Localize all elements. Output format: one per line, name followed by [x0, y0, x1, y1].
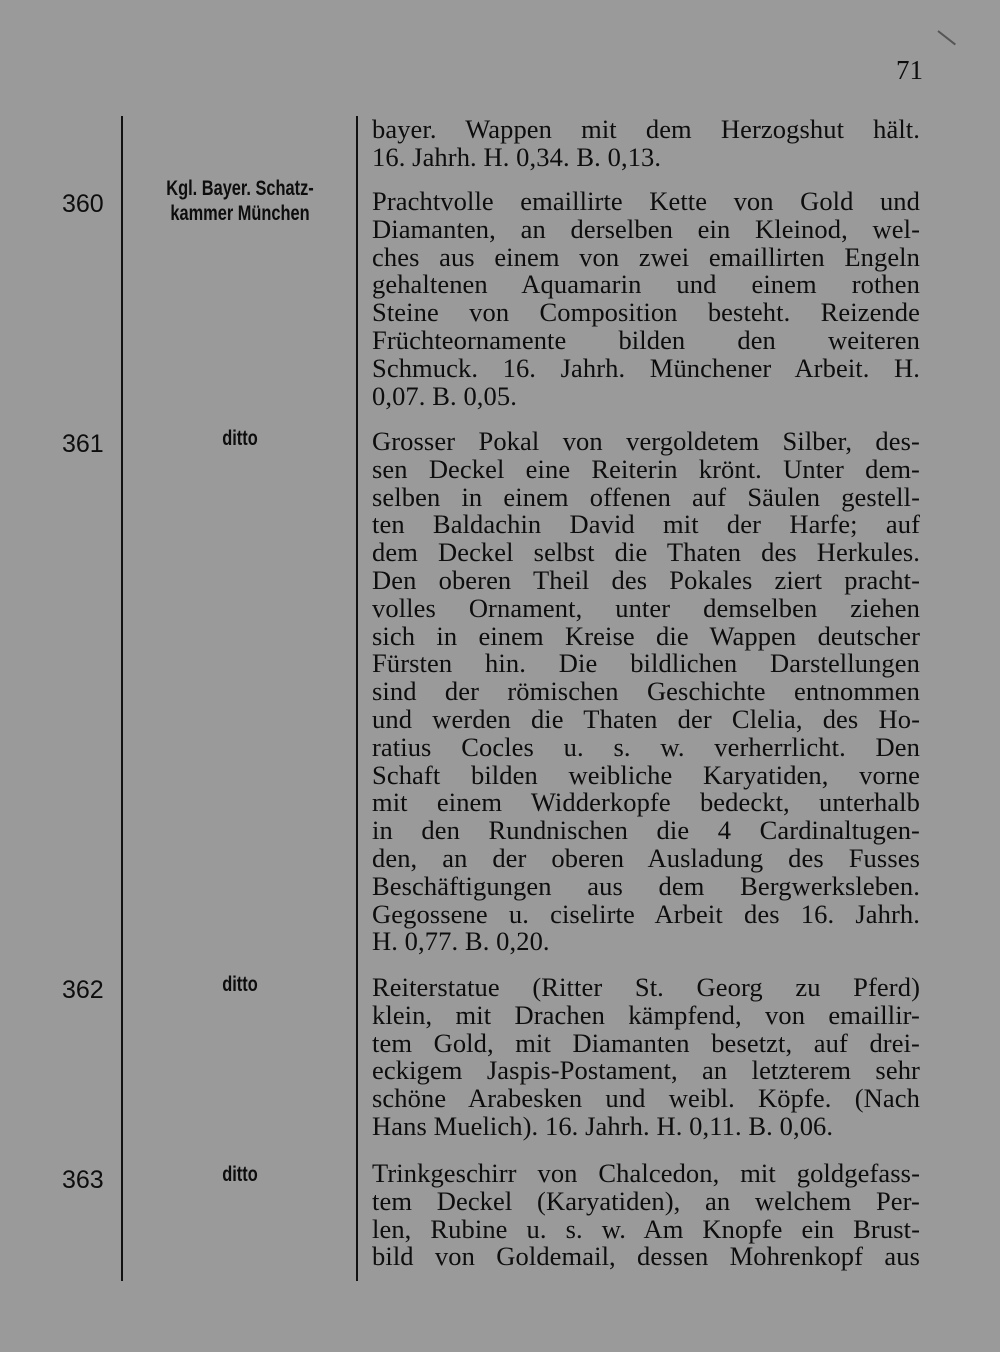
- owner-line: kammer München: [170, 202, 310, 225]
- entry-description-361: [372, 428, 920, 956]
- text-line: Reiterstatue (Ritter St. Georg zu Pferd): [372, 972, 920, 1002]
- text-line: sich in einem Kreise die Wappen deutscher: [372, 620, 920, 651]
- text-line: bayer. Wappen mit dem Herzogshut hält.: [372, 114, 920, 144]
- owner-line: ditto: [222, 973, 258, 996]
- text-line: Gegossene u. ciselirte Arbeit des 16. Jahrh.: [372, 898, 920, 929]
- text-line: sind der römischen Geschichte entnommen: [372, 676, 920, 707]
- text-line: tem Gold, mit Diamanten besetzt, auf drei-: [372, 1027, 920, 1058]
- text-line: Trinkgeschirr von Chalcedon, mit goldgefass-: [372, 1158, 920, 1188]
- owner-line: ditto: [222, 427, 258, 450]
- text-line: ches aus einem von zwei emaillirten Engeln: [372, 241, 920, 272]
- text-line: Den oberen Theil des Pokales ziert pracht-: [372, 564, 920, 595]
- text-line: 16. Jahrh. H. 0,34. B. 0,13.: [372, 141, 662, 172]
- text-line: bild von Goldemail, dessen Mohrenkopf aus: [372, 1241, 920, 1272]
- entry-description-363: [372, 1160, 920, 1271]
- text-line: und werden die Thaten der Clelia, des Ho-: [372, 703, 920, 734]
- entry-owner-361: [150, 426, 329, 451]
- text-line: schöne Arabesken und weibl. Köpfe. (Nach: [372, 1083, 920, 1114]
- text-line: Prachtvolle emaillirte Kette von Gold und: [372, 186, 920, 216]
- entry-number-362: 362: [62, 976, 104, 1004]
- text-line: eckigem Jaspis-Postament, an letzterem sehr: [372, 1055, 920, 1086]
- text-line: ratius Cocles u. s. w. verherrlicht. Den: [372, 731, 920, 762]
- continuation-text: [372, 116, 920, 172]
- text-line: sen Deckel eine Reiterin krönt. Unter dem-: [372, 453, 920, 484]
- entry-number-360: 360: [62, 190, 104, 218]
- text-line: Schmuck. 16. Jahrh. Münchener Arbeit. H.: [372, 352, 920, 383]
- text-line: mit einem Widderkopfe bedeckt, unterhalb: [372, 787, 920, 818]
- text-line: gehaltenen Aquamarin und einem rothen: [372, 269, 920, 300]
- text-line: Diamanten, an derselben ein Kleinod, wel-: [372, 213, 920, 244]
- column-rule-right: [356, 116, 358, 1281]
- text-line: 0,07. B. 0,05.: [372, 380, 517, 411]
- entry-number-361: 361: [62, 430, 104, 458]
- text-line: dem Deckel selbst die Thaten des Herkules.: [372, 537, 920, 568]
- page-number: 71: [896, 55, 923, 85]
- entry-owner-360: [150, 176, 329, 226]
- text-line: den, an der oberen Ausladung des Fusses: [372, 842, 920, 873]
- entry-description-360: [372, 188, 920, 410]
- entry-owner-363: [150, 1162, 329, 1187]
- text-line: Steine von Composition besteht. Reizende: [372, 297, 920, 328]
- text-line: Fürsten hin. Die bildlichen Darstellungen: [372, 648, 920, 679]
- text-line: selben in einem offenen auf Säulen gestell-: [372, 481, 920, 512]
- text-line: volles Ornament, unter demselben ziehen: [372, 592, 920, 623]
- text-line: klein, mit Drachen kämpfend, von emaillir-: [372, 999, 920, 1030]
- text-line: Früchteornamente bilden den weiteren: [372, 324, 920, 355]
- text-line: Beschäftigungen aus dem Bergwerksleben.: [372, 870, 920, 901]
- text-line: Grosser Pokal von vergoldetem Silber, des-: [372, 426, 920, 456]
- text-line: Hans Muelich). 16. Jahrh. H. 0,11. B. 0,06.: [372, 1110, 834, 1141]
- scan-artifact-mark: [937, 30, 956, 45]
- text-line: in den Rundnischen die 4 Cardinaltugen-: [372, 815, 920, 846]
- text-line: tem Deckel (Karyatiden), an welchem Per-: [372, 1185, 920, 1216]
- entry-owner-362: [150, 972, 329, 997]
- text-line: len, Rubine u. s. w. Am Knopfe ein Brust-: [372, 1213, 920, 1244]
- text-line: H. 0,77. B. 0,20.: [372, 926, 550, 957]
- owner-line: Kgl. Bayer. Schatz-: [166, 177, 314, 200]
- entry-number-363: 363: [62, 1166, 104, 1194]
- text-line: ten Baldachin David mit der Harfe; auf: [372, 509, 920, 540]
- owner-line: ditto: [222, 1163, 258, 1186]
- column-rule-left: [121, 116, 123, 1281]
- text-line: Schaft bilden weibliche Karyatiden, vorne: [372, 759, 920, 790]
- entry-description-362: [372, 974, 920, 1141]
